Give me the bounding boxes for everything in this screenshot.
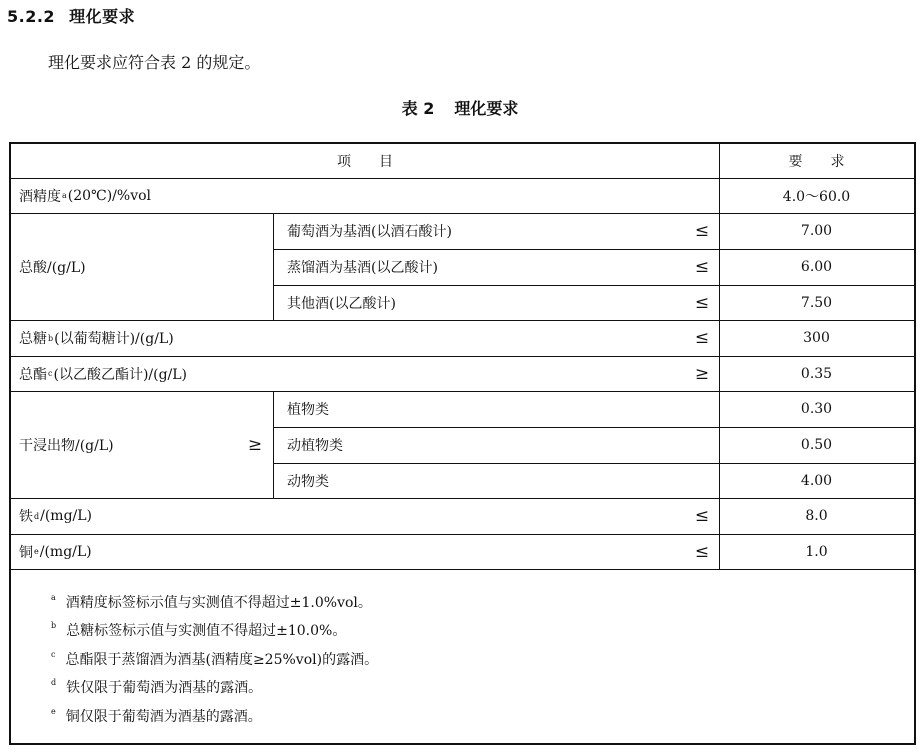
intro-paragraph: 理化要求应符合表 2 的规定。 — [48, 53, 261, 72]
total-acid-operator: ≤ — [694, 292, 710, 313]
footnote: c 总酯限于蒸馏酒为酒基(酒精度≥25%vol)的露酒。 — [51, 649, 379, 668]
section-title: 理化要求 — [69, 7, 136, 26]
total-acid-operator: ≤ — [694, 257, 710, 277]
column-rule — [273, 213, 274, 320]
total-acid-sub: 葡萄酒为基酒(以酒石酸计) — [287, 224, 452, 240]
row-rule — [11, 569, 914, 570]
requirements-table — [9, 142, 916, 745]
table-number: 表 2 — [401, 99, 435, 118]
total-sugar-label: 总糖 b (以葡萄糖计)/(g/L) — [19, 331, 174, 347]
total-acid-value: 7.50 — [800, 294, 833, 311]
footnote: e 铜仅限于葡萄酒为酒基的露酒。 — [51, 706, 262, 725]
dry-extract-value: 4.00 — [800, 472, 833, 489]
table-caption — [0, 96, 920, 119]
total-acid-sub: 其他酒(以乙酸计) — [287, 295, 396, 312]
dry-extract-operator: ≥ — [247, 434, 263, 455]
column-rule — [273, 391, 274, 498]
total-acid-label: 总酸/(g/L) — [19, 259, 86, 276]
total-sugar-operator: ≤ — [694, 328, 710, 348]
footnote: a 酒精度标签标示值与实测值不得超过±1.0%vol。 — [51, 592, 372, 611]
alcohol-value: 4.0～60.0 — [782, 188, 851, 205]
iron-value: 8.0 — [805, 508, 828, 524]
header-requirement: 要 求 — [788, 154, 845, 170]
total-ester-value: 0.35 — [800, 365, 833, 382]
total-acid-operator: ≤ — [694, 221, 710, 241]
total-sugar-value: 300 — [803, 330, 830, 346]
copper-label: 铜 e /(mg/L) — [19, 543, 92, 561]
total-ester-operator: ≥ — [694, 363, 710, 384]
footnote: d 铁仅限于葡萄酒为酒基的露酒。 — [51, 677, 263, 696]
dry-extract-value: 0.30 — [800, 401, 833, 417]
footnote: b 总糖标签标示值与实测值不得超过±10.0%。 — [51, 620, 347, 639]
dry-extract-sub: 动物类 — [287, 473, 329, 490]
dry-extract-label: 干浸出物/(g/L) — [19, 437, 114, 454]
total-acid-value: 7.00 — [800, 223, 833, 239]
table-title: 理化要求 — [454, 99, 519, 118]
iron-operator: ≤ — [694, 506, 710, 526]
copper-value: 1.0 — [805, 543, 828, 560]
dry-extract-sub: 动植物类 — [287, 438, 343, 454]
section-heading — [7, 4, 135, 27]
iron-label: 铁 d /(mg/L) — [19, 508, 93, 525]
total-ester-label: 总酯 c (以乙酸乙酯计)/(g/L) — [19, 366, 188, 383]
total-acid-sub: 蒸馏酒为基酒(以乙酸计) — [287, 260, 438, 276]
section-number: 5.2.2 — [7, 7, 56, 26]
total-acid-value: 6.00 — [800, 259, 833, 275]
copper-operator: ≤ — [694, 541, 710, 562]
dry-extract-sub: 植物类 — [287, 402, 329, 418]
alcohol-label: 酒精度 a (20℃)/%vol — [19, 187, 152, 205]
header-item: 项 目 — [337, 154, 393, 170]
dry-extract-value: 0.50 — [800, 437, 833, 453]
